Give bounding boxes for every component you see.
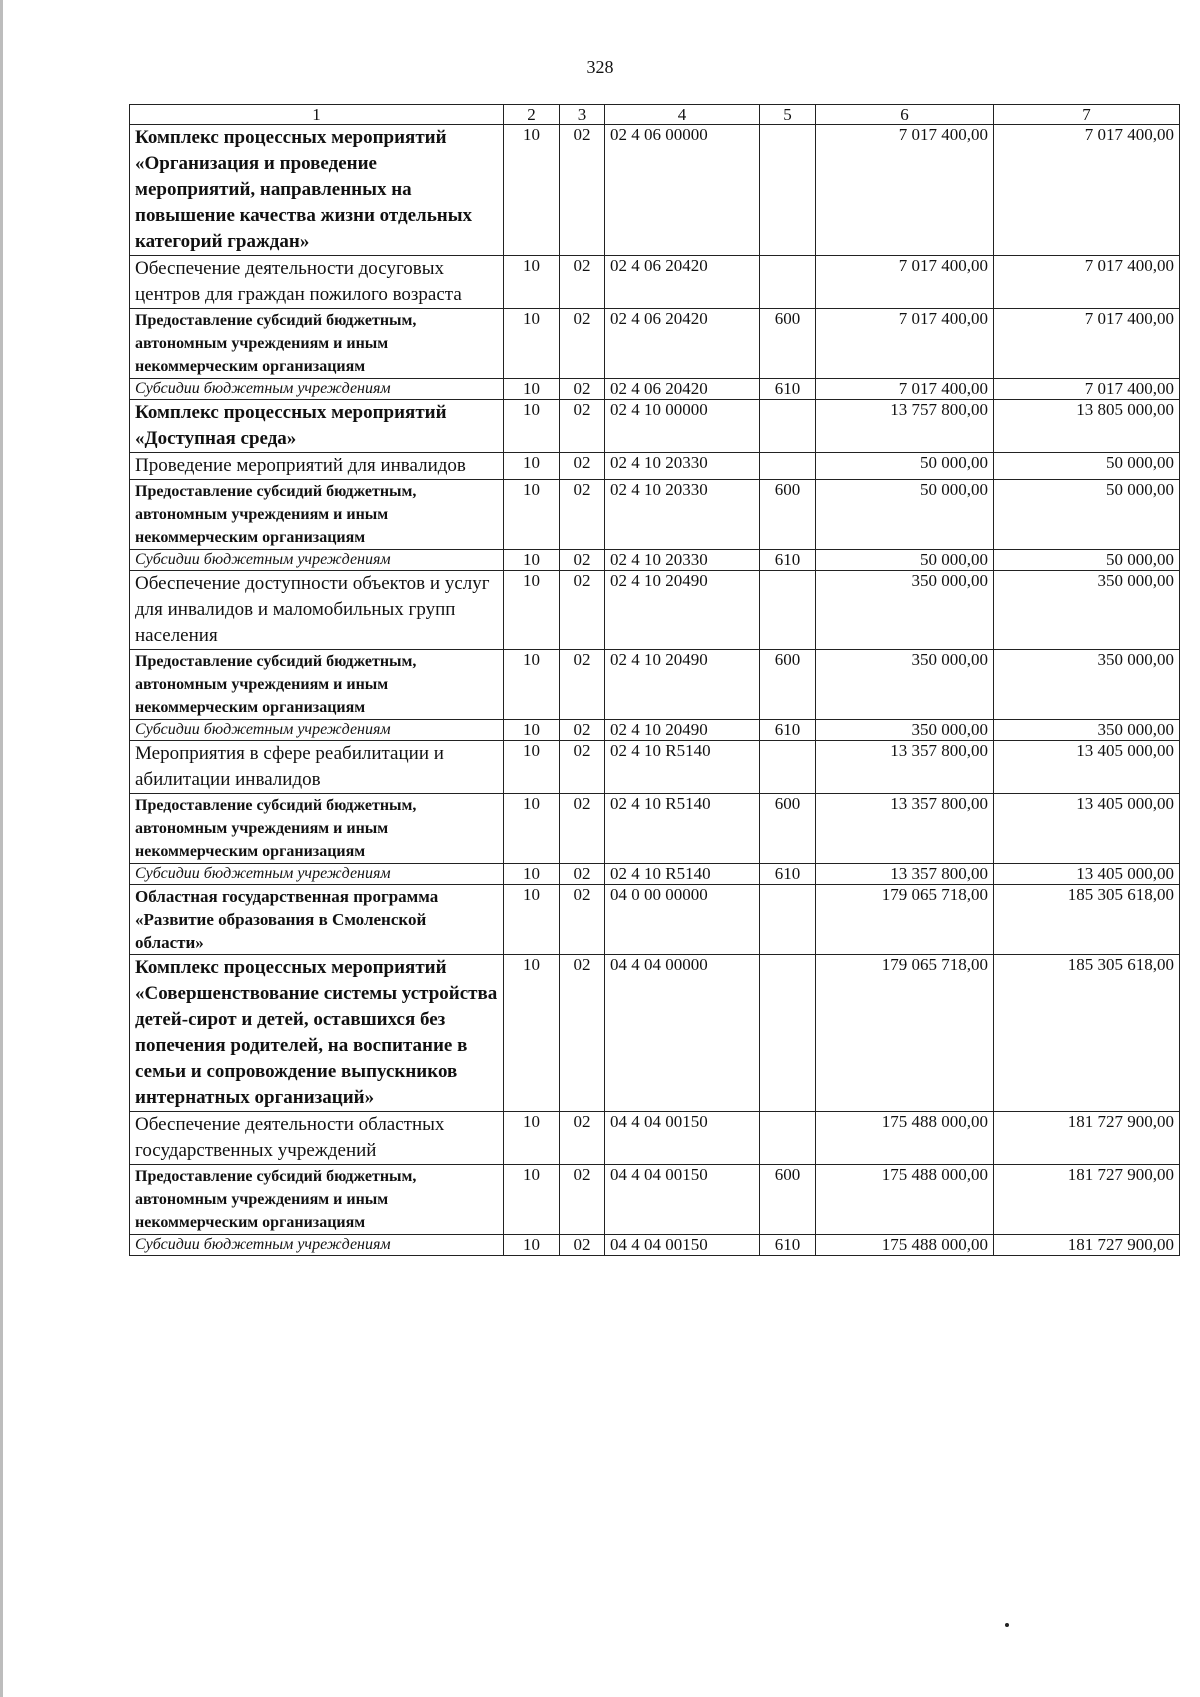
target-article-cell: 02 4 06 00000 [605,125,760,256]
row-name-cell: Обеспечение деятельности досуговых центров для граждан пожилого возраста [130,256,504,309]
table-row [130,453,1180,480]
subsection-code-cell: 02 [560,1112,605,1165]
amount-year2-cell: 185 305 618,00 [994,885,1180,955]
column-header: 1 [130,105,504,125]
amount-year1-cell: 350 000,00 [816,720,994,741]
target-article-cell: 02 4 06 20420 [605,256,760,309]
table-row [130,1165,1180,1235]
column-header: 7 [994,105,1180,125]
budget-table [129,104,1180,1256]
section-code-cell: 10 [504,885,560,955]
section-code-cell: 10 [504,720,560,741]
scan-dot [1005,1623,1009,1627]
expense-type-cell [760,1112,816,1165]
amount-year2-cell: 350 000,00 [994,650,1180,720]
amount-year2-cell: 50 000,00 [994,453,1180,480]
subsection-code-cell: 02 [560,1235,605,1256]
table-row [130,550,1180,571]
expense-type-cell [760,741,816,794]
table-row [130,955,1180,1112]
target-article-cell: 02 4 10 20330 [605,480,760,550]
expense-type-cell: 610 [760,720,816,741]
section-code-cell: 10 [504,1235,560,1256]
target-article-cell: 02 4 06 20420 [605,379,760,400]
amount-year1-cell: 7 017 400,00 [816,125,994,256]
amount-year2-cell: 181 727 900,00 [994,1112,1180,1165]
section-code-cell: 10 [504,571,560,650]
row-name-cell: Обеспечение доступности объектов и услуг для инвалидов и маломобильных групп населения [130,571,504,650]
row-name-cell: Субсидии бюджетным учреждениям [130,720,504,741]
section-code-cell: 10 [504,1112,560,1165]
section-code-cell: 10 [504,650,560,720]
amount-year2-cell: 13 405 000,00 [994,741,1180,794]
amount-year1-cell: 50 000,00 [816,480,994,550]
scan-left-edge [0,0,3,1697]
amount-year1-cell: 350 000,00 [816,650,994,720]
expense-type-cell [760,256,816,309]
target-article-cell: 02 4 10 R5140 [605,794,760,864]
section-code-cell: 10 [504,955,560,1112]
subsection-code-cell: 02 [560,550,605,571]
amount-year2-cell: 7 017 400,00 [994,309,1180,379]
amount-year1-cell: 175 488 000,00 [816,1165,994,1235]
row-name-cell: Субсидии бюджетным учреждениям [130,864,504,885]
expense-type-cell [760,571,816,650]
amount-year2-cell: 13 805 000,00 [994,400,1180,453]
amount-year1-cell: 50 000,00 [816,550,994,571]
column-header: 5 [760,105,816,125]
row-name-cell: Предоставление субсидий бюджетным, автономным учреждениям и иным некоммерческим организациям [130,1165,504,1235]
subsection-code-cell: 02 [560,400,605,453]
subsection-code-cell: 02 [560,741,605,794]
subsection-code-cell: 02 [560,650,605,720]
column-header: 4 [605,105,760,125]
target-article-cell: 04 4 04 00150 [605,1235,760,1256]
expense-type-cell: 610 [760,864,816,885]
table-row [130,864,1180,885]
row-name-cell: Комплекс процессных мероприятий «Организация и проведение мероприятий, направленных на повышение качества жизни отдельных категорий граждан» [130,125,504,256]
amount-year1-cell: 50 000,00 [816,453,994,480]
row-name-cell: Предоставление субсидий бюджетным, автономным учреждениям и иным некоммерческим организациям [130,794,504,864]
section-code-cell: 10 [504,1165,560,1235]
amount-year2-cell: 350 000,00 [994,720,1180,741]
amount-year1-cell: 13 357 800,00 [816,794,994,864]
amount-year1-cell: 13 357 800,00 [816,864,994,885]
target-article-cell: 02 4 10 00000 [605,400,760,453]
section-code-cell: 10 [504,550,560,571]
row-name-cell: Комплекс процессных мероприятий «Доступная среда» [130,400,504,453]
expense-type-cell [760,453,816,480]
expense-type-cell: 610 [760,379,816,400]
target-article-cell: 02 4 10 20490 [605,650,760,720]
row-name-cell: Предоставление субсидий бюджетным, автономным учреждениям и иным некоммерческим организациям [130,480,504,550]
amount-year2-cell: 50 000,00 [994,480,1180,550]
amount-year2-cell: 181 727 900,00 [994,1165,1180,1235]
amount-year2-cell: 13 405 000,00 [994,794,1180,864]
section-code-cell: 10 [504,309,560,379]
table-row [130,309,1180,379]
subsection-code-cell: 02 [560,571,605,650]
row-name-cell: Проведение мероприятий для инвалидов [130,453,504,480]
expense-type-cell [760,885,816,955]
table-row [130,379,1180,400]
amount-year1-cell: 7 017 400,00 [816,309,994,379]
table-row [130,571,1180,650]
row-name-cell: Субсидии бюджетным учреждениям [130,379,504,400]
target-article-cell: 02 4 06 20420 [605,309,760,379]
target-article-cell: 04 0 00 00000 [605,885,760,955]
target-article-cell: 02 4 10 R5140 [605,741,760,794]
amount-year1-cell: 13 757 800,00 [816,400,994,453]
row-name-cell: Областная государственная программа «Развитие образования в Смоленской области» [130,885,504,955]
amount-year2-cell: 7 017 400,00 [994,256,1180,309]
subsection-code-cell: 02 [560,125,605,256]
amount-year2-cell: 7 017 400,00 [994,379,1180,400]
table-row [130,256,1180,309]
subsection-code-cell: 02 [560,955,605,1112]
table-row [130,741,1180,794]
section-code-cell: 10 [504,125,560,256]
row-name-cell: Субсидии бюджетным учреждениям [130,1235,504,1256]
table-row [130,1235,1180,1256]
row-name-cell: Предоставление субсидий бюджетным, автономным учреждениям и иным некоммерческим организациям [130,309,504,379]
amount-year2-cell: 181 727 900,00 [994,1235,1180,1256]
table-row [130,1112,1180,1165]
amount-year2-cell: 7 017 400,00 [994,125,1180,256]
section-code-cell: 10 [504,379,560,400]
subsection-code-cell: 02 [560,720,605,741]
table-row [130,650,1180,720]
amount-year1-cell: 7 017 400,00 [816,379,994,400]
expense-type-cell: 600 [760,309,816,379]
expense-type-cell: 610 [760,550,816,571]
expense-type-cell: 600 [760,650,816,720]
target-article-cell: 02 4 10 20490 [605,720,760,741]
table-row [130,720,1180,741]
table-row [130,125,1180,256]
amount-year1-cell: 7 017 400,00 [816,256,994,309]
expense-type-cell: 600 [760,794,816,864]
section-code-cell: 10 [504,453,560,480]
subsection-code-cell: 02 [560,864,605,885]
subsection-code-cell: 02 [560,379,605,400]
column-header: 3 [560,105,605,125]
subsection-code-cell: 02 [560,885,605,955]
expense-type-cell: 600 [760,1165,816,1235]
expense-type-cell [760,955,816,1112]
section-code-cell: 10 [504,864,560,885]
amount-year1-cell: 175 488 000,00 [816,1235,994,1256]
target-article-cell: 02 4 10 20330 [605,453,760,480]
amount-year2-cell: 13 405 000,00 [994,864,1180,885]
target-article-cell: 02 4 10 20490 [605,571,760,650]
expense-type-cell: 610 [760,1235,816,1256]
amount-year2-cell: 185 305 618,00 [994,955,1180,1112]
amount-year1-cell: 350 000,00 [816,571,994,650]
page-number: 328 [586,57,614,77]
subsection-code-cell: 02 [560,309,605,379]
subsection-code-cell: 02 [560,453,605,480]
table-row [130,794,1180,864]
target-article-cell: 04 4 04 00000 [605,955,760,1112]
table-row [130,480,1180,550]
section-code-cell: 10 [504,794,560,864]
target-article-cell: 02 4 10 R5140 [605,864,760,885]
row-name-cell: Комплекс процессных мероприятий «Совершенствование системы устройства детей-сирот и детей, оставшихся без попечения родителей, на воспитание в семьи и сопровождение выпускников интернатных организаций» [130,955,504,1112]
amount-year2-cell: 50 000,00 [994,550,1180,571]
subsection-code-cell: 02 [560,480,605,550]
row-name-cell: Субсидии бюджетным учреждениям [130,550,504,571]
amount-year2-cell: 350 000,00 [994,571,1180,650]
section-code-cell: 10 [504,480,560,550]
row-name-cell: Предоставление субсидий бюджетным, автономным учреждениям и иным некоммерческим организациям [130,650,504,720]
amount-year1-cell: 179 065 718,00 [816,955,994,1112]
table-row [130,885,1180,955]
column-header: 2 [504,105,560,125]
section-code-cell: 10 [504,256,560,309]
amount-year1-cell: 179 065 718,00 [816,885,994,955]
amount-year1-cell: 175 488 000,00 [816,1112,994,1165]
column-header-row [130,105,1180,125]
subsection-code-cell: 02 [560,1165,605,1235]
expense-type-cell [760,125,816,256]
table-row [130,400,1180,453]
target-article-cell: 04 4 04 00150 [605,1112,760,1165]
subsection-code-cell: 02 [560,794,605,864]
subsection-code-cell: 02 [560,256,605,309]
target-article-cell: 02 4 10 20330 [605,550,760,571]
expense-type-cell: 600 [760,480,816,550]
row-name-cell: Мероприятия в сфере реабилитации и абилитации инвалидов [130,741,504,794]
expense-type-cell [760,400,816,453]
row-name-cell: Обеспечение деятельности областных государственных учреждений [130,1112,504,1165]
section-code-cell: 10 [504,400,560,453]
target-article-cell: 04 4 04 00150 [605,1165,760,1235]
section-code-cell: 10 [504,741,560,794]
amount-year1-cell: 13 357 800,00 [816,741,994,794]
column-header: 6 [816,105,994,125]
